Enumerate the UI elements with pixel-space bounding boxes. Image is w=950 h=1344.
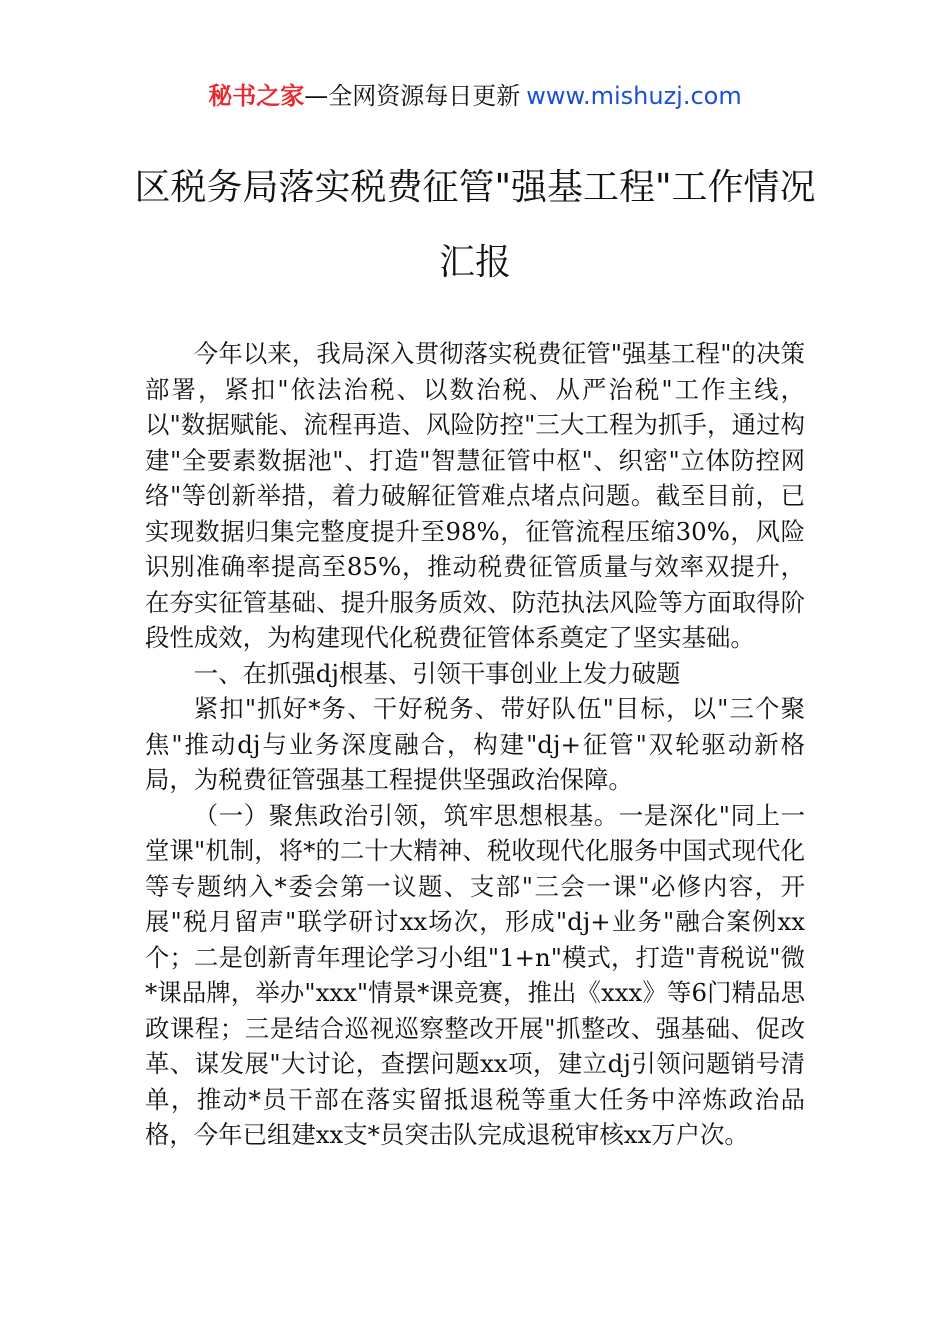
intro-paragraph: 今年以来，我局深入贯彻落实税费征管"强基工程"的决策部署，紧扣"依法治税、以数治税、从严治税"工作主线，以"数据赋能、流程再造、风险防控"三大工程为抓手，通过构建"全要素数据池"、打造"智慧征管中枢"、织密"立体防控网络"等创新举措，着力破解征管难点堵点问题。截至目前，已实现数据归集完整度提升至98%，征管流程压缩30%，风险识别准确率提高至85%，推动税费征管质量与效率双提升，在夯实征管基础、提升服务质效、防范执法风险等方面取得阶段性成效，为构建现代化税费征管体系奠定了坚实基础。 xyxy=(145,339,805,652)
site-brand[interactable]: 秘书之家 xyxy=(208,82,305,110)
site-url-link[interactable]: www.mishuzj.com xyxy=(526,82,742,110)
site-header xyxy=(0,78,950,114)
subsection-paragraph: （一）聚焦政治引领，筑牢思想根基。一是深化"同上一堂课"机制，将*的二十大精神、税收现代化服务中国式现代化等专题纳入*委会第一议题、支部"三会一课"必修内容，开展"税月留声"联学研讨xx场次，形成"dj+业务"融合案例xx个；二是创新青年理论学习小组"1+n"模式，打造"青税说"微*课品牌，举办"xxx"情景*课竞赛，推出《xxx》等6门精品思政课程；三是结合巡视巡察整改开展"抓整改、强基础、促改革、谋发展"大讨论，查摆问题xx项，建立dj引领问题销号清单，推动*员干部在落实留抵退税等重大任务中淬炼政治品格，今年已组建xx支*员突击队完成退税审核xx万户次。 xyxy=(145,800,805,1149)
section-paragraph: 紧扣"抓好*务、干好税务、带好队伍"目标，以"三个聚焦"推动dj与业务深度融合，构建"dj+征管"双轮驱动新格局，为税费征管强基工程提供坚强政治保障。 xyxy=(145,694,805,794)
site-slogan: —全网资源每日更新 xyxy=(304,82,521,110)
section-heading: 一、在抓强dj根基、引领干事创业上发力破题 xyxy=(193,658,681,688)
document-title: 区税务局落实税费征管"强基工程"工作情况汇报 xyxy=(134,167,816,283)
document-body xyxy=(145,336,805,1153)
